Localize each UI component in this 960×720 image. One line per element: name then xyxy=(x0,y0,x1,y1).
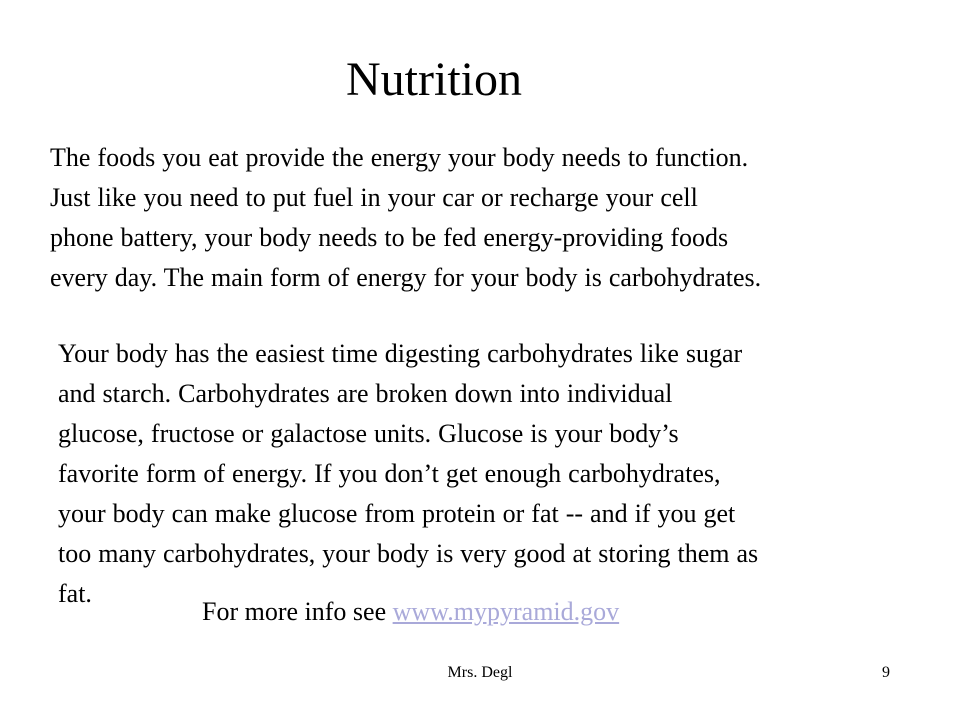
paragraph-line: every day. The main form of energy for your body is carbohydrates. xyxy=(50,263,762,292)
paragraph-line: phone battery, your body needs to be fed energy-providing foods xyxy=(50,223,729,252)
paragraph-line: too many carbohydrates, your body is very good at storing them as xyxy=(58,539,759,568)
paragraph-energy-intro xyxy=(50,138,930,298)
more-info-prefix: For more info see xyxy=(202,597,393,626)
paragraph-line: glucose, fructose or galactose units. Glucose is your body’s xyxy=(58,419,679,448)
paragraph-carbohydrates xyxy=(58,334,908,614)
slide-title: Nutrition xyxy=(346,53,522,106)
footer-author: Mrs. Degl xyxy=(447,664,513,681)
paragraph-line: favorite form of energy. If you don’t get enough carbohydrates, xyxy=(58,459,721,488)
paragraph-line: Just like you need to put fuel in your car or recharge your cell xyxy=(50,183,698,212)
paragraph-line: fat. xyxy=(58,579,92,608)
paragraph-line: Your body has the easiest time digesting carbohydrates like sugar xyxy=(58,339,743,368)
mypyramid-link[interactable]: www.mypyramid.gov xyxy=(392,597,620,626)
paragraph-line: your body can make glucose from protein or fat -- and if you get xyxy=(58,499,736,528)
footer-page-number: 9 xyxy=(882,664,890,681)
more-info-line xyxy=(202,592,619,632)
paragraph-line: and starch. Carbohydrates are broken down into individual xyxy=(58,379,673,408)
paragraph-line: The foods you eat provide the energy your body needs to function. xyxy=(50,143,749,172)
